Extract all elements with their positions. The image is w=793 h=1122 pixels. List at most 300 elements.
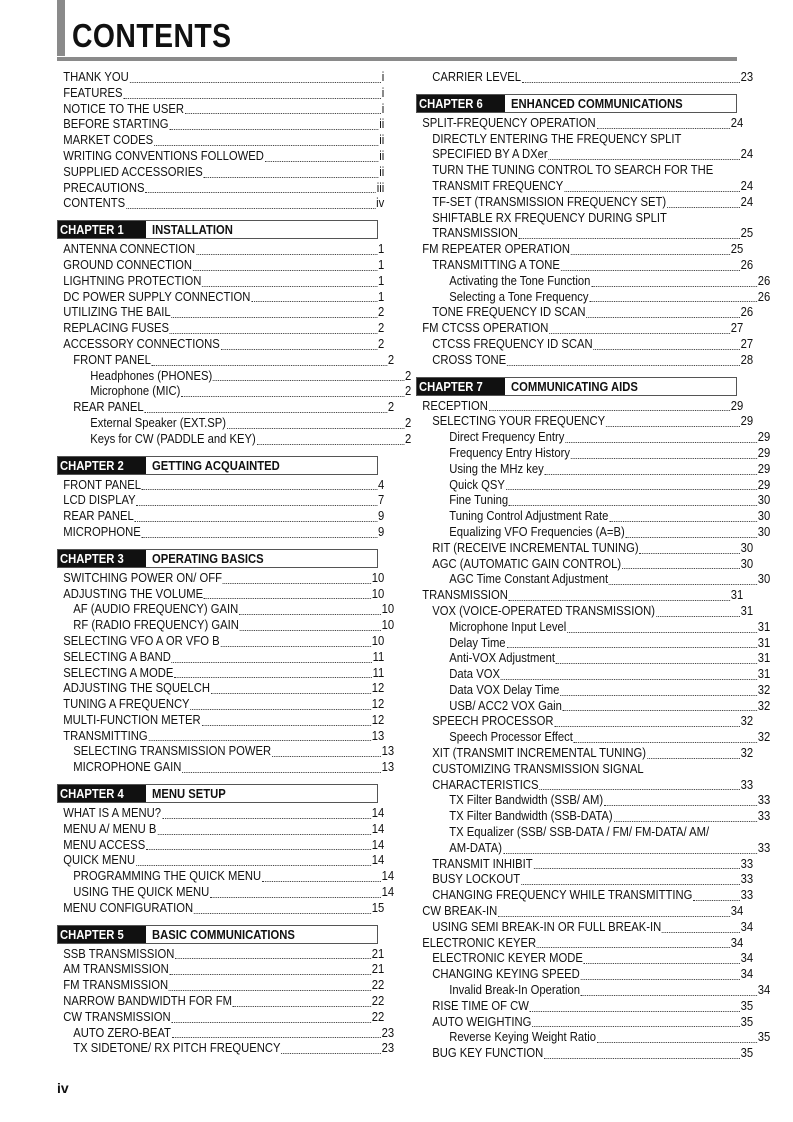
dot-leader	[193, 269, 377, 271]
toc-entry-page: 10	[381, 602, 395, 617]
toc-entry-title: SELECTING A BAND	[63, 649, 171, 664]
toc-entry[interactable]	[416, 588, 743, 604]
toc-entry-title: Anti-VOX Adjustment	[449, 651, 555, 666]
dot-leader	[162, 817, 371, 819]
dot-leader	[145, 411, 387, 413]
toc-entry[interactable]	[416, 179, 753, 195]
toc-entry[interactable]	[416, 714, 753, 730]
toc-entry-page: 29	[757, 461, 771, 476]
toc-entry[interactable]	[416, 872, 753, 888]
chapter-name-text: OPERATING BASICS	[152, 551, 264, 566]
chapter-number	[58, 785, 146, 802]
toc-entry[interactable]	[416, 430, 770, 446]
toc-entry[interactable]	[416, 983, 770, 999]
dot-leader	[506, 488, 757, 490]
toc-entry-page: 14	[371, 821, 385, 836]
toc-entry[interactable]	[416, 683, 770, 699]
toc-entry[interactable]	[416, 211, 753, 227]
dot-leader	[622, 567, 740, 569]
dot-leader	[544, 1057, 740, 1059]
toc-entry[interactable]	[416, 730, 770, 746]
toc-entry[interactable]	[416, 667, 770, 683]
toc-entry-page: 1	[378, 289, 385, 304]
toc-entry-title: PRECAUTIONS	[63, 180, 145, 195]
toc-entry[interactable]	[416, 509, 770, 525]
toc-entry[interactable]	[416, 572, 770, 588]
dot-leader	[560, 694, 757, 696]
toc-entry[interactable]	[416, 353, 753, 369]
toc-entry-title: ELECTRONIC KEYER MODE	[432, 951, 583, 966]
toc-entry-title: CHANGING KEYING SPEED	[432, 967, 580, 982]
toc-entry[interactable]	[57, 337, 384, 353]
toc-entry-title: SHIFTABLE RX FREQUENCY DURING SPLIT	[432, 210, 667, 225]
toc-entry-page: 13	[371, 728, 385, 743]
toc-entry[interactable]	[57, 681, 384, 697]
toc-entry-page: 23	[381, 1041, 395, 1056]
toc-entry-title: AUTO WEIGHTING	[432, 1014, 532, 1029]
toc-entry[interactable]	[416, 904, 743, 920]
dot-leader	[561, 269, 740, 271]
dot-leader	[545, 473, 757, 475]
toc-entry-title: SPLIT-FREQUENCY OPERATION	[422, 115, 596, 130]
toc-entry[interactable]	[57, 822, 384, 838]
toc-entry[interactable]	[57, 650, 384, 666]
toc-entry-page: 2	[378, 305, 385, 320]
toc-entry-title: ELECTRONIC KEYER	[422, 935, 537, 950]
toc-entry-page: 26	[740, 305, 754, 320]
dot-leader	[519, 237, 740, 239]
toc-entry[interactable]	[416, 147, 753, 163]
toc-entry-page: i	[381, 101, 385, 116]
toc-entry[interactable]	[57, 242, 384, 258]
toc-entry-page: 2	[405, 368, 412, 383]
toc-entry-title: External Speaker (EXT.SP)	[90, 415, 226, 430]
toc-entry[interactable]	[416, 604, 753, 620]
toc-entry-title: Keys for CW (PADDLE and KEY)	[90, 431, 256, 446]
chapter-name	[146, 550, 276, 567]
dot-leader	[272, 755, 381, 757]
toc-entry[interactable]	[57, 760, 394, 776]
toc-entry[interactable]	[57, 1010, 384, 1026]
dot-leader	[181, 395, 404, 397]
toc-entry[interactable]	[57, 369, 411, 385]
toc-entry-title: CROSS TONE	[432, 352, 507, 367]
dot-leader	[594, 348, 740, 350]
toc-entry-page: 32	[757, 682, 771, 697]
dot-leader	[174, 676, 371, 678]
dot-leader	[532, 1025, 739, 1027]
toc-entry-page: 34	[730, 904, 744, 919]
toc-entry-page: 30	[740, 556, 754, 571]
toc-entry[interactable]	[416, 1046, 753, 1062]
toc-entry-title: FEATURES	[63, 85, 123, 100]
toc-entry-title: USING THE QUICK MENU	[73, 885, 210, 900]
chapter-name	[505, 378, 652, 395]
toc-entry[interactable]	[416, 636, 770, 652]
toc-entry-page: 33	[740, 888, 754, 903]
dot-leader	[509, 599, 730, 601]
chapter-number	[58, 221, 146, 238]
toc-entry-page: ii	[379, 164, 385, 179]
dot-leader	[157, 833, 370, 835]
toc-entry-title: LIGHTNING PROTECTION	[63, 273, 202, 288]
chapter-name	[146, 926, 311, 943]
toc-entry-page: 10	[371, 586, 385, 601]
toc-entry-title: REPLACING FUSES	[63, 321, 169, 336]
toc-entry-title: SELECTING VFO A OR VFO B	[63, 633, 220, 648]
toc-entry-page: i	[381, 70, 385, 84]
toc-entry[interactable]	[416, 1015, 753, 1031]
toc-entry[interactable]	[416, 321, 743, 337]
toc-entry[interactable]	[57, 196, 384, 212]
toc-entry-page: iii	[376, 180, 385, 195]
dot-leader	[146, 848, 371, 850]
toc-entry[interactable]	[57, 70, 384, 86]
toc-entry[interactable]	[416, 163, 753, 179]
toc-entry[interactable]	[416, 525, 770, 541]
toc-entry[interactable]	[416, 242, 743, 258]
toc-entry[interactable]	[57, 729, 384, 745]
toc-entry[interactable]	[57, 102, 384, 118]
dot-leader	[597, 127, 730, 129]
chapter-number-text: CHAPTER 3	[60, 551, 124, 566]
toc-entry-page: 27	[730, 321, 744, 336]
toc-entry-page: 2	[405, 431, 412, 446]
toc-entry-title: FM REPEATER OPERATION	[422, 242, 571, 257]
toc-entry[interactable]	[416, 462, 770, 478]
toc-entry[interactable]	[416, 399, 743, 415]
chapter-number	[58, 926, 146, 943]
chapter-heading	[57, 784, 378, 803]
toc-entry-page: 2	[387, 352, 395, 367]
dot-leader	[506, 646, 756, 648]
chapter-name	[146, 785, 234, 802]
toc-entry[interactable]	[416, 951, 753, 967]
chapter-heading	[416, 94, 737, 113]
toc-entry-page: 34	[757, 983, 771, 998]
toc-entry-title: SPECIFIED BY A DXer	[432, 147, 548, 162]
toc-entry[interactable]	[57, 117, 384, 133]
toc-entry[interactable]	[57, 86, 384, 102]
toc-entry-title: ADJUSTING THE VOLUME	[63, 586, 204, 601]
toc-entry-page: 34	[740, 951, 754, 966]
toc-entry-title: CHANGING FREQUENCY WHILE TRANSMITTING	[432, 888, 693, 903]
toc-entry[interactable]	[416, 762, 753, 778]
dot-leader	[182, 771, 381, 773]
toc-entry[interactable]	[416, 1030, 770, 1046]
toc-entry[interactable]	[57, 305, 384, 321]
dot-leader	[172, 1021, 371, 1023]
chapter-name-text: GETTING ACQUAINTED	[152, 458, 280, 473]
dot-leader	[221, 348, 377, 350]
toc-entry[interactable]	[416, 446, 770, 462]
toc-entry-title: FM CTCSS OPERATION	[422, 321, 549, 336]
toc-entry-page: 35	[740, 998, 754, 1013]
toc-entry-title: TRANSMISSION	[432, 226, 518, 241]
dot-leader	[586, 316, 739, 318]
toc-entry[interactable]	[57, 947, 384, 963]
dot-leader	[584, 962, 740, 964]
toc-entry[interactable]	[57, 978, 384, 994]
toc-entry-title: VOX (VOICE-OPERATED TRANSMISSION)	[432, 603, 655, 618]
toc-entry[interactable]	[57, 416, 411, 432]
toc-entry[interactable]	[57, 838, 384, 854]
toc-entry-page: 35	[757, 1030, 771, 1045]
toc-entry[interactable]	[416, 70, 753, 86]
toc-entry-title: TRANSMIT INHIBIT	[432, 856, 533, 871]
dot-leader	[172, 661, 372, 663]
toc-entry[interactable]	[416, 999, 753, 1015]
toc-entry[interactable]	[416, 305, 753, 321]
toc-entry[interactable]	[416, 778, 753, 794]
dot-leader	[530, 1010, 740, 1012]
toc-entry-page: 31	[757, 651, 771, 666]
toc-entry[interactable]	[57, 885, 394, 901]
toc-entry-title: Activating the Tone Function	[449, 273, 591, 288]
toc-entry[interactable]	[416, 337, 753, 353]
toc-entry-title: Microphone (MIC)	[90, 384, 181, 399]
toc-entry-title: TURN THE TUNING CONTROL TO SEARCH FOR THE	[432, 163, 714, 178]
toc-entry[interactable]	[57, 1026, 394, 1042]
toc-entry[interactable]	[57, 478, 384, 494]
toc-entry[interactable]	[57, 634, 384, 650]
toc-entry[interactable]	[57, 149, 384, 165]
dot-leader	[257, 443, 404, 445]
chapter-number-text: CHAPTER 5	[60, 927, 124, 942]
toc-entry[interactable]	[57, 400, 394, 416]
dot-leader	[521, 883, 740, 885]
toc-entry[interactable]	[57, 493, 384, 509]
chapter-heading	[57, 549, 378, 568]
toc-entry-title: CONTENTS	[63, 196, 126, 211]
toc-entry-title: FRONT PANEL	[63, 477, 142, 492]
toc-entry[interactable]	[416, 274, 770, 290]
toc-entry-page: 12	[371, 681, 385, 696]
dot-leader	[211, 692, 371, 694]
toc-entry-page: 2	[378, 336, 385, 351]
toc-entry-page: ii	[379, 133, 385, 148]
toc-entry[interactable]	[416, 841, 770, 857]
toc-entry[interactable]	[416, 746, 753, 762]
toc-entry-page: ii	[379, 148, 385, 163]
toc-entry[interactable]	[57, 290, 384, 306]
toc-entry[interactable]	[57, 853, 384, 869]
toc-entry-title: WRITING CONVENTIONS FOLLOWED	[63, 148, 264, 163]
toc-entry-title: TX Equalizer (SSB/ SSB-DATA / FM/ FM-DATA/ AM/	[449, 825, 710, 840]
toc-entry[interactable]	[416, 936, 743, 952]
toc-entry[interactable]	[57, 602, 394, 618]
dot-leader	[554, 725, 739, 727]
toc-entry[interactable]	[416, 541, 753, 557]
dot-leader	[142, 536, 377, 538]
toc-entry-title: TF-SET (TRANSMISSION FREQUENCY SET)	[432, 194, 667, 209]
toc-entry[interactable]	[57, 384, 411, 400]
toc-entry-title: AGC (AUTOMATIC GAIN CONTROL)	[432, 556, 622, 571]
toc-entry-title: REAR PANEL	[73, 400, 144, 415]
toc-entry[interactable]	[57, 258, 384, 274]
toc-entry[interactable]	[57, 525, 384, 541]
toc-entry-page: 33	[757, 809, 771, 824]
toc-entry[interactable]	[416, 493, 770, 509]
toc-entry-page: 32	[757, 730, 771, 745]
toc-entry-title: USING SEMI BREAK-IN OR FULL BREAK-IN	[432, 919, 662, 934]
toc-entry-title: SELECTING YOUR FREQUENCY	[432, 414, 606, 429]
toc-entry[interactable]	[57, 1041, 394, 1057]
toc-entry-page: 2	[405, 415, 412, 430]
toc-entry-title: Using the MHz key	[449, 461, 544, 476]
dot-leader	[534, 867, 740, 869]
chapter-number	[417, 95, 505, 112]
chapter-name-text: ENHANCED COMMUNICATIONS	[511, 96, 683, 111]
toc-entry[interactable]	[416, 116, 743, 132]
toc-entry[interactable]	[57, 994, 384, 1010]
dot-leader	[662, 931, 740, 933]
toc-entry[interactable]	[416, 290, 770, 306]
toc-entry-title: SUPPLIED ACCESSORIES	[63, 164, 203, 179]
toc-entry-page: 23	[381, 1025, 395, 1040]
chapter-number-text: CHAPTER 4	[60, 787, 124, 802]
toc-entry[interactable]	[57, 587, 384, 603]
page-title: CONTENTS	[72, 17, 232, 54]
toc-entry-page: 26	[740, 257, 754, 272]
toc-entry-title: ANTENNA CONNECTION	[63, 242, 196, 257]
dot-leader	[564, 190, 740, 192]
dot-leader	[640, 552, 740, 554]
toc-entry[interactable]	[416, 793, 770, 809]
toc-entry-title: MENU A/ MENU B	[63, 821, 157, 836]
toc-entry-page: ii	[379, 117, 385, 132]
toc-entry-page: 13	[381, 760, 395, 775]
toc-entry[interactable]	[57, 697, 384, 713]
toc-entry-page: 30	[757, 572, 771, 587]
toc-entry-page: 30	[757, 524, 771, 539]
toc-entry-title: CTCSS FREQUENCY ID SCAN	[432, 336, 593, 351]
dot-leader	[172, 1036, 381, 1038]
toc-entry[interactable]	[57, 713, 384, 729]
dot-leader	[609, 520, 757, 522]
toc-entry[interactable]	[416, 478, 770, 494]
chapter-number-text: CHAPTER 6	[419, 96, 483, 111]
dot-leader	[145, 191, 375, 193]
toc-entry[interactable]	[57, 165, 384, 181]
toc-entry-title: UTILIZING THE BAIL	[63, 305, 171, 320]
toc-entry[interactable]	[416, 825, 770, 841]
toc-entry-page: 30	[757, 493, 771, 508]
dot-leader	[126, 207, 375, 209]
dot-leader	[549, 332, 730, 334]
dot-leader	[251, 300, 377, 302]
toc-entry-title: TUNING A FREQUENCY	[63, 697, 190, 712]
toc-entry[interactable]	[416, 699, 770, 715]
toc-entry-page: 28	[740, 352, 754, 367]
dot-leader	[498, 915, 730, 917]
toc-entry-page: 2	[378, 321, 385, 336]
dot-leader	[581, 994, 757, 996]
toc-entry-page: 21	[371, 946, 385, 961]
toc-entry[interactable]	[57, 353, 394, 369]
toc-entry[interactable]	[57, 509, 384, 525]
toc-entry[interactable]	[57, 666, 384, 682]
toc-entry[interactable]	[57, 962, 384, 978]
toc-entry-title: RIT (RECEIVE INCREMENTAL TUNING)	[432, 540, 639, 555]
toc-entry-page: 33	[740, 777, 754, 792]
toc-entry[interactable]	[416, 132, 753, 148]
toc-entry-page: 22	[371, 994, 385, 1009]
toc-entry[interactable]	[416, 620, 770, 636]
toc-entry[interactable]	[416, 195, 753, 211]
toc-entry-title: AGC Time Constant Adjustment	[449, 572, 609, 587]
dot-leader	[170, 973, 371, 975]
toc-entry[interactable]	[57, 321, 384, 337]
toc-entry[interactable]	[57, 618, 394, 634]
toc-entry[interactable]	[416, 857, 753, 873]
toc-entry-page: 13	[381, 744, 395, 759]
toc-entry-title: MICROPHONE	[63, 524, 141, 539]
toc-entry[interactable]	[57, 806, 384, 822]
dot-leader	[539, 788, 739, 790]
dot-leader	[507, 364, 740, 366]
toc-entry[interactable]	[57, 274, 384, 290]
dot-leader	[154, 144, 378, 146]
dot-leader	[194, 912, 371, 914]
toc-entry-title: SWITCHING POWER ON/ OFF	[63, 570, 223, 585]
toc-entry[interactable]	[416, 920, 753, 936]
toc-entry[interactable]	[57, 571, 384, 587]
dot-leader	[202, 285, 377, 287]
toc-entry[interactable]	[57, 901, 384, 917]
toc-entry[interactable]	[57, 869, 394, 885]
toc-entry[interactable]	[416, 651, 770, 667]
toc-entry[interactable]	[416, 967, 753, 983]
toc-entry[interactable]	[57, 432, 411, 448]
toc-entry-page: 7	[378, 493, 385, 508]
toc-entry-title: Invalid Break-In Operation	[449, 983, 580, 998]
toc-entry[interactable]	[416, 226, 753, 242]
toc-entry[interactable]	[57, 744, 394, 760]
toc-entry-title: QUICK MENU	[63, 853, 136, 868]
toc-entry-title: AM TRANSMISSION	[63, 962, 169, 977]
dot-leader	[262, 880, 381, 882]
dot-leader	[281, 1052, 380, 1054]
toc-entry[interactable]	[416, 557, 753, 573]
toc-entry[interactable]	[416, 888, 753, 904]
toc-entry-title: FM TRANSMISSION	[63, 978, 169, 993]
toc-entry-title: CW BREAK-IN	[422, 904, 498, 919]
toc-entry-page: 1	[378, 273, 385, 288]
toc-entry-title: XIT (TRANSMIT INCREMENTAL TUNING)	[432, 746, 646, 761]
dot-leader	[136, 864, 371, 866]
dot-leader	[574, 741, 757, 743]
dot-leader	[204, 176, 379, 178]
dot-leader	[233, 1005, 371, 1007]
toc-entry-title: ACCESSORY CONNECTIONS	[63, 336, 220, 351]
toc-entry-title: Data VOX	[449, 667, 500, 682]
toc-entry-page: 34	[740, 967, 754, 982]
chapter-number-text: CHAPTER 1	[60, 223, 124, 238]
toc-entry-page: 11	[372, 649, 385, 664]
toc-entry-page: 12	[371, 697, 385, 712]
toc-entry-page: 33	[740, 856, 754, 871]
toc-entry[interactable]	[416, 258, 753, 274]
chapter-heading	[416, 377, 737, 396]
dot-leader	[190, 708, 370, 710]
toc-entry[interactable]	[57, 181, 384, 197]
toc-entry[interactable]	[416, 809, 770, 825]
toc-entry[interactable]	[416, 414, 753, 430]
dot-leader	[265, 160, 379, 162]
toc-entry[interactable]	[57, 133, 384, 149]
toc-entry-title: DIRECTLY ENTERING THE FREQUENCY SPLIT	[432, 131, 682, 146]
